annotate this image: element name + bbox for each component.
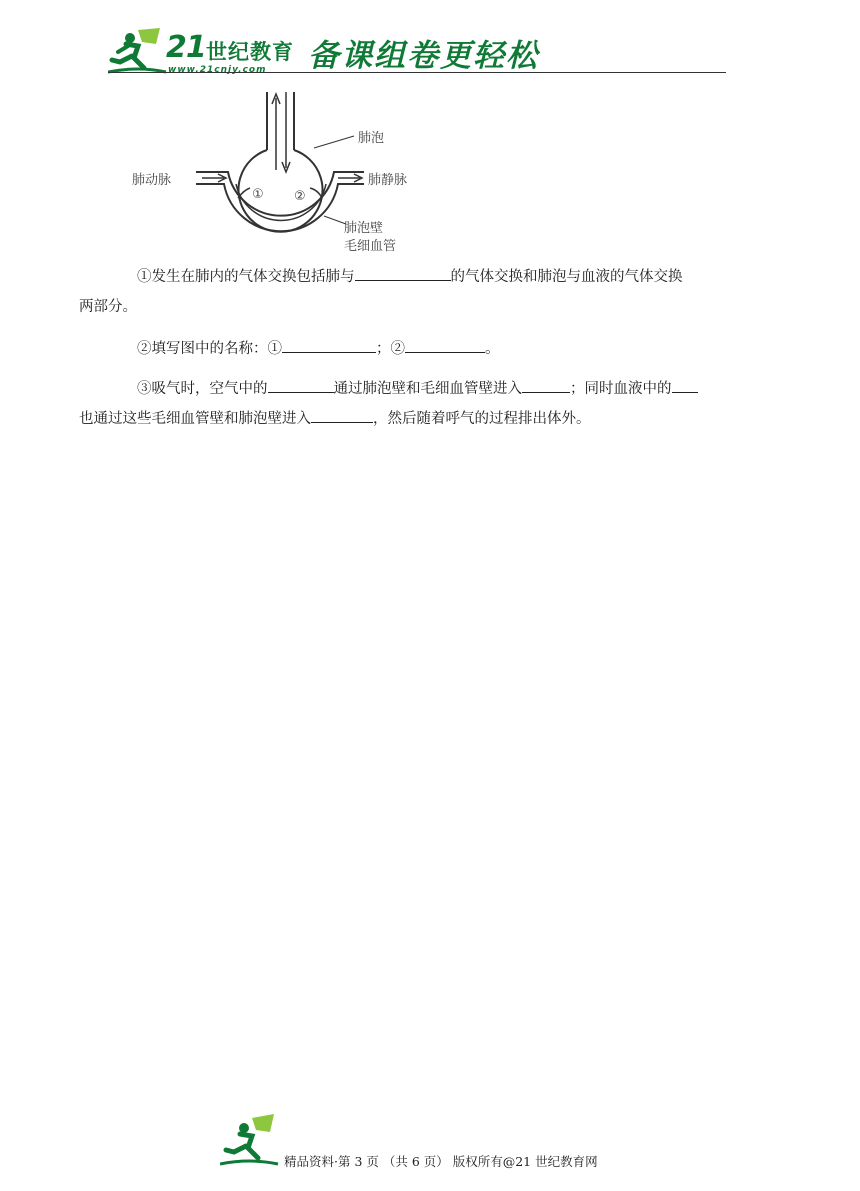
label-alveolar-wall: 肺泡壁 — [344, 221, 384, 236]
question-1: ①发生在肺内的气体交换包括肺与 的气体交换和肺泡与血液的气体交换 两部分。 — [108, 262, 758, 322]
label-capillary: 毛细血管 — [344, 239, 397, 254]
marker-2: ② — [294, 189, 306, 204]
answer-blank[interactable] — [522, 376, 570, 393]
answer-blank[interactable] — [672, 376, 698, 393]
question-3: ③吸气时，空气中的 通过肺泡壁和毛细血管壁进入 ；同时血液中的 也通过这些毛细血管壁和肺泡壁进入 ，然后随着呼气的过程排出体外。 — [108, 374, 758, 434]
answer-blank[interactable] — [268, 376, 334, 393]
runner-logo-icon — [220, 1112, 280, 1168]
header-divider — [108, 72, 726, 73]
label-pulmonary-artery: 肺动脉 — [132, 173, 172, 188]
logo-number: 21 — [166, 30, 206, 65]
footer-text: 精品资料·第 3 页 （共 6 页） 版权所有@21 世纪教育网 — [284, 1154, 598, 1169]
answer-blank[interactable] — [311, 406, 373, 423]
answer-blank[interactable] — [405, 336, 485, 353]
label-pulmonary-vein: 肺静脉 — [368, 173, 408, 188]
header-slogan: 备课组卷更轻松 — [308, 38, 539, 74]
answer-blank[interactable] — [282, 336, 376, 353]
logo-url: www.21cnjy.com — [168, 65, 267, 75]
page-footer — [220, 1112, 700, 1172]
label-alveolus: 肺泡 — [358, 131, 385, 146]
marker-1: ① — [252, 187, 264, 202]
page-header — [108, 26, 728, 76]
answer-blank[interactable] — [355, 264, 451, 281]
question-2: ②填写图中的名称：① ；② 。 — [108, 334, 758, 364]
alveolus-diagram — [124, 88, 424, 256]
logo-name: 世纪教育 — [206, 40, 294, 64]
runner-logo-icon — [108, 26, 168, 76]
